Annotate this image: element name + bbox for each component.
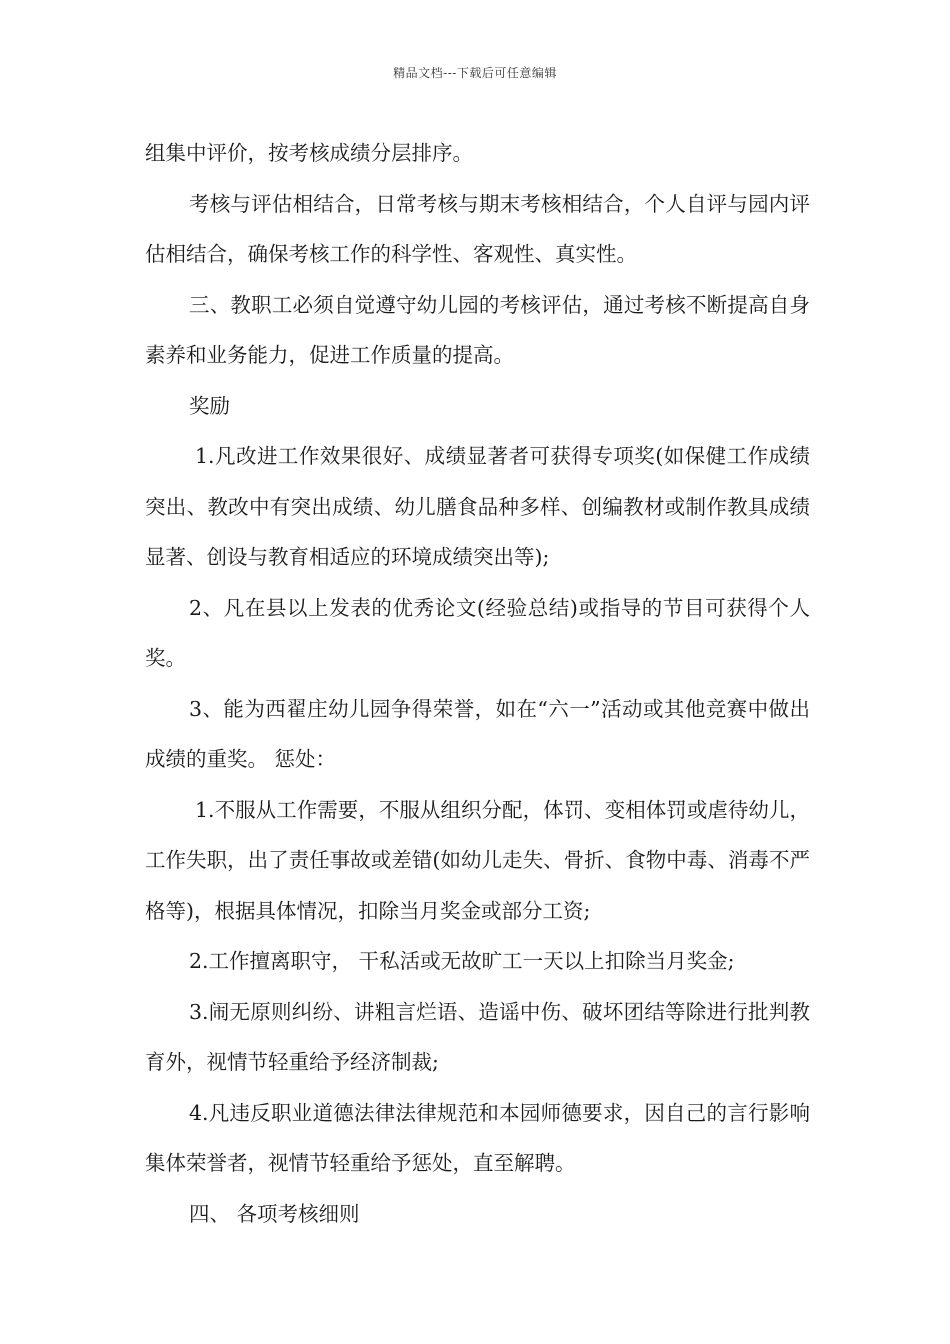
- paragraph-penalty-2: 2.工作擅离职守， 干私活或无故旷工一天以上扣除当月奖金;: [189, 949, 735, 973]
- heading-section-four: 四、 各项考核细则: [189, 1201, 360, 1226]
- heading-rewards: 奖励: [189, 393, 230, 418]
- paragraph-penalty-3: 3.闹无原则纠纷、讲粗言烂语、造谣中伤、破坏团结等除进行批判教育外，视情节轻重给予经济制裁;: [145, 999, 810, 1074]
- paragraph-reward-1: 1.凡改进工作效果很好、成绩显著者可获得专项奖(如保健工作成绩突出、教改中有突出成绩、幼儿膳食品种多样、创编教材或制作教具成绩显著、创设与教育相适应的环境成绩突出等);: [145, 444, 810, 569]
- paragraph-reward-3: 3、能为西翟庄幼儿园争得荣誉，如在“六一”活动或其他竞赛中做出成绩的重奖。 惩处：: [145, 696, 810, 771]
- paragraph-assessment-combination: 考核与评估相结合，日常考核与期末考核相结合，个人自评与园内评估相结合，确保考核工作的科学性、客观性、真实性。: [145, 191, 810, 266]
- paragraph-section-three: 三、教职工必须自觉遵守幼儿园的考核评估，通过考核不断提高自身素养和业务能力，促进工作质量的提高。: [145, 292, 810, 367]
- paragraph-penalty-4: 4.凡违反职业道德法律法律规范和本园师德要求，因自己的言行影响集体荣誉者，视情节轻重给予惩处，直至解聘。: [145, 1100, 810, 1175]
- document-body: [145, 128, 810, 1239]
- paragraph-reward-2: 2、凡在县以上发表的优秀论文(经验总结)或指导的节目可获得个人奖。: [145, 595, 810, 670]
- paragraph-continuation: 组集中评价，按考核成绩分层排序。: [145, 141, 473, 165]
- paragraph-penalty-1: 1.不服从工作需要，不服从组织分配，体罚、变相体罚或虐待幼儿， 工作失职，出了责任事故或差错(如幼儿走失、骨折、食物中毒、消毒不严格等)，根据具体情况，扣除当月奖金或部分工资;: [145, 797, 810, 923]
- page-header: 精品文档---下载后可任意编辑: [393, 66, 557, 80]
